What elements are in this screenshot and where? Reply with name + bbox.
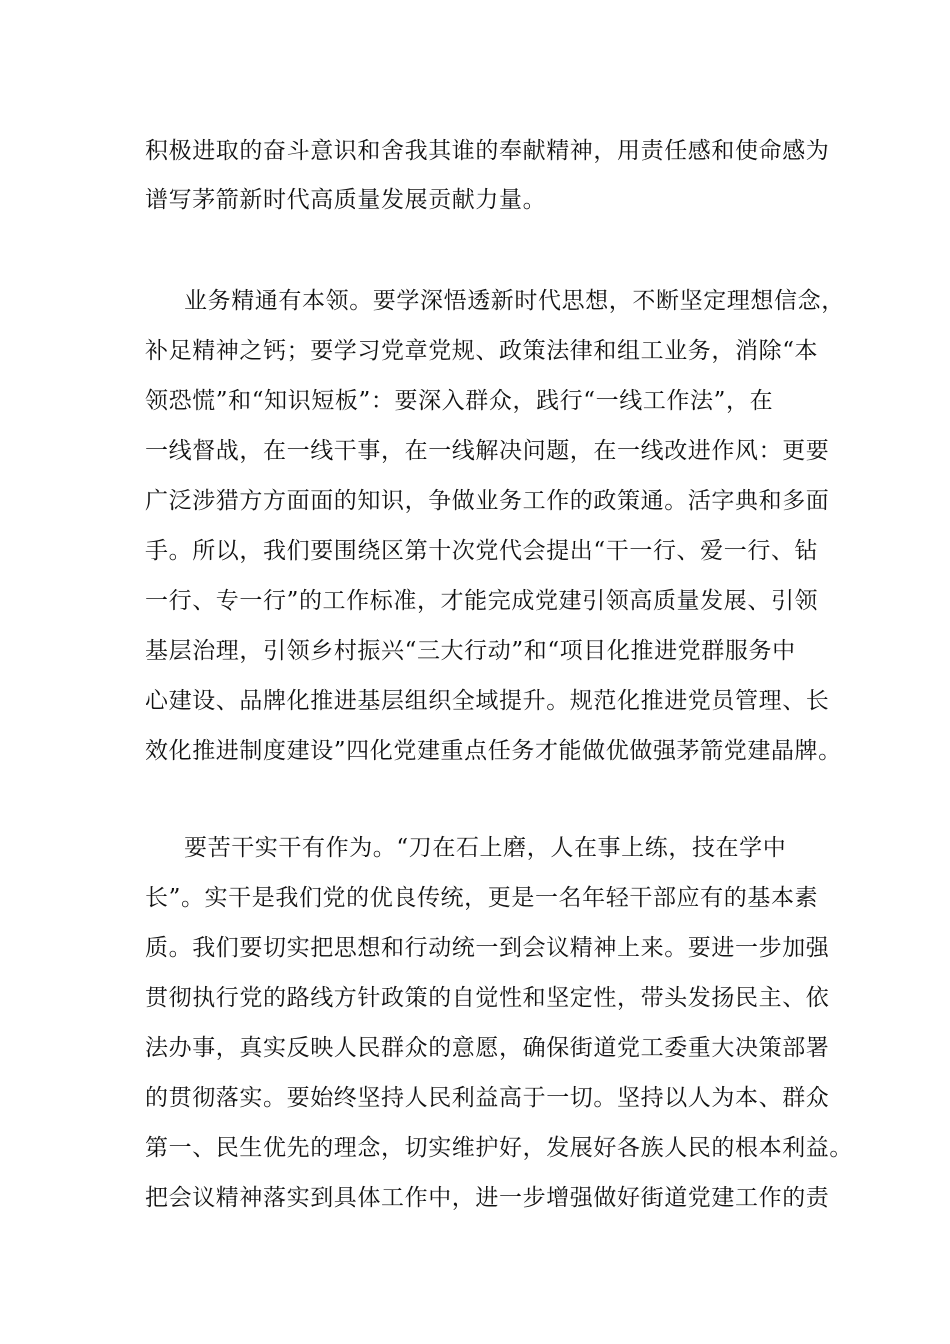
text-line: 法办事，真实反映人民群众的意愿，确保街道党工委重大决策部署 <box>145 1035 830 1061</box>
text-line: 补足精神之钙；要学习党章党规、政策法律和组工业务，消除“本 <box>145 338 819 364</box>
text-line: 要苦干实干有作为。“刀在石上磨，人在事上练，技在学中 <box>184 835 787 861</box>
text-line: 心建设、品牌化推进基层组织全域提升。规范化推进党员管理、长 <box>145 688 830 714</box>
text-line: 一行、专一行”的工作标准，才能完成党建引领高质量发展、引领 <box>145 588 819 614</box>
text-line: 积极进取的奋斗意识和舍我其谁的奉献精神，用责任感和使命感为 <box>145 138 830 164</box>
text-line: 第一、民生优先的理念，切实维护好，发展好各族人民的根本利益。 <box>145 1135 853 1161</box>
text-line: 一线督战，在一线干事，在一线解决问题，在一线改进作风：更要 <box>145 438 830 464</box>
text-line: 广泛涉猎方方面面的知识，争做业务工作的政策通。活字典和多面 <box>145 488 830 514</box>
text-line: 谱写茅箭新时代高质量发展贡献力量。 <box>145 187 547 213</box>
text-line: 基层治理，引领乡村振兴“三大行动”和“项目化推进党群服务中 <box>145 638 796 664</box>
text-line: 长”。实干是我们党的优良传统，更是一名年轻干部应有的基本素 <box>145 885 819 911</box>
text-line: 领恐慌”和“知识短板”：要深入群众，践行“一线工作法”，在 <box>145 388 774 414</box>
text-line: 效化推进制度建设”四化党建重点任务才能做优做强茅箭党建晶牌。 <box>145 738 842 764</box>
text-line: 业务精通有本领。要学深悟透新时代思想，不断坚定理想信念， <box>184 288 845 314</box>
text-line: 贯彻执行党的路线方针政策的自觉性和坚定性，带头发扬民主、依 <box>145 985 830 1011</box>
text-line: 的贯彻落实。要始终坚持人民利益高于一切。坚持以人为本、群众 <box>145 1085 830 1111</box>
text-line: 质。我们要切实把思想和行动统一到会议精神上来。要进一步加强 <box>145 935 830 961</box>
text-line: 把会议精神落实到具体工作中，进一步增强做好街道党建工作的责 <box>145 1185 830 1211</box>
text-line: 手。所以，我们要围绕区第十次党代会提出“干一行、爱一行、钻 <box>145 538 819 564</box>
